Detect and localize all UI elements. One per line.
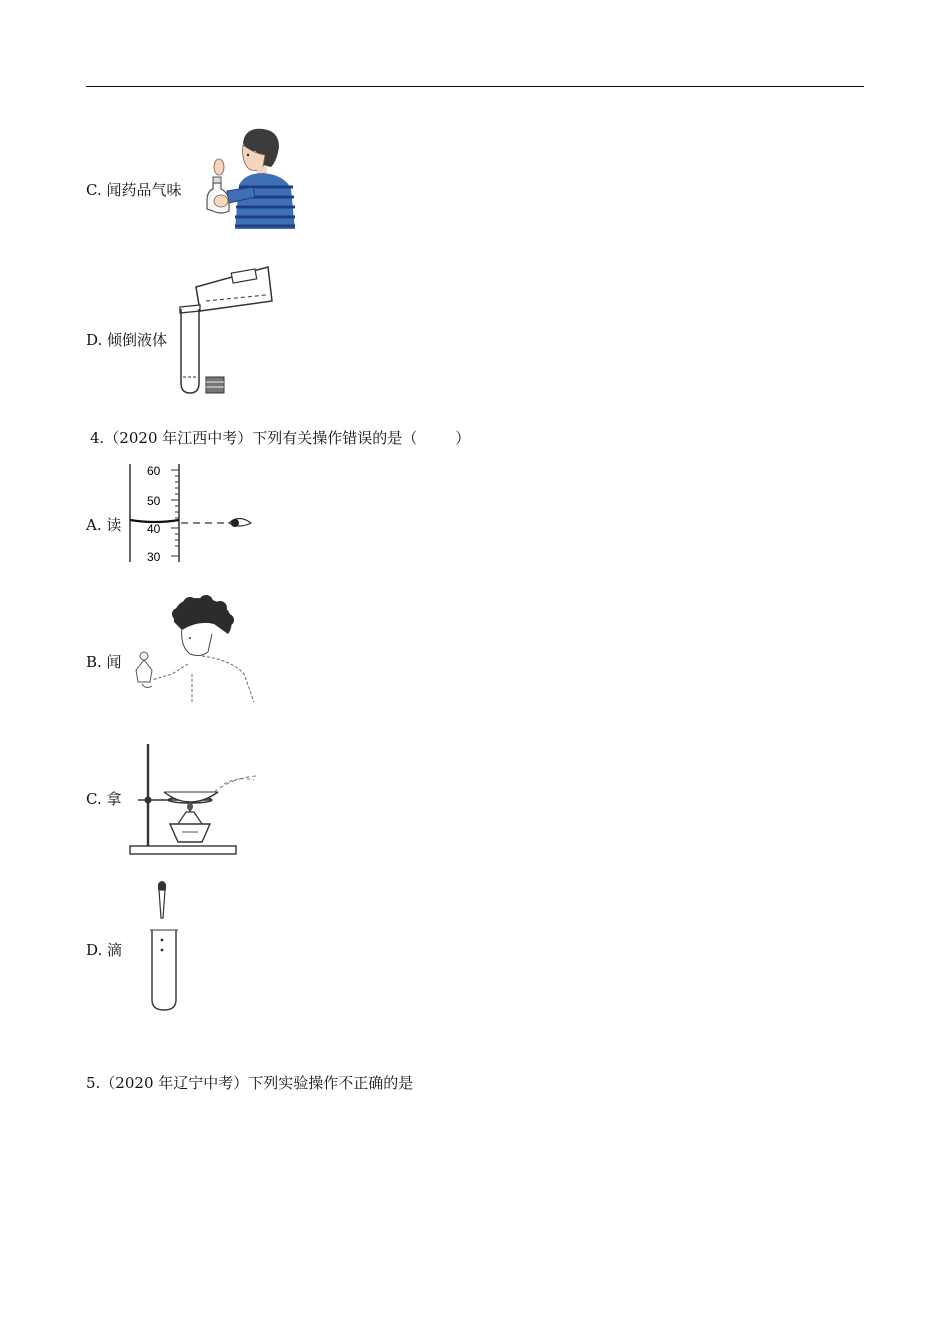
q4-option-a-label: A. 读 bbox=[86, 516, 122, 534]
smell-reagent-boy-figure bbox=[205, 125, 300, 233]
q4-option-b-label: B. 闻 bbox=[86, 653, 122, 671]
q4-option-d-label: D. 滴 bbox=[86, 941, 123, 959]
smell-gas-sketch-figure bbox=[132, 594, 260, 704]
pour-liquid-figure bbox=[176, 265, 276, 398]
q5-stem: 5.（2020 年辽宁中考）下列实验操作不正确的是 bbox=[86, 1074, 414, 1092]
q3-option-d-label: D. 倾倒液体 bbox=[86, 331, 168, 349]
q4-option-c-label: C. 拿 bbox=[86, 790, 122, 808]
header-rule bbox=[86, 86, 864, 87]
evaporating-dish-stand-figure bbox=[128, 740, 260, 858]
q4-stem-close: ） bbox=[455, 429, 471, 447]
cylinder-tick-30: 30 bbox=[147, 550, 161, 564]
q4-stem-text: 4.（2020 年江西中考）下列有关操作错误的是（ bbox=[90, 429, 418, 447]
cylinder-tick-60: 60 bbox=[147, 464, 161, 478]
read-graduated-cylinder-figure bbox=[125, 462, 260, 566]
cylinder-tick-40: 40 bbox=[147, 522, 161, 536]
q3-option-c-label: C. 闻药品气味 bbox=[86, 181, 182, 199]
cylinder-tick-50: 50 bbox=[147, 494, 161, 508]
q4-stem bbox=[90, 428, 470, 448]
dropper-test-tube-figure bbox=[146, 878, 188, 1012]
